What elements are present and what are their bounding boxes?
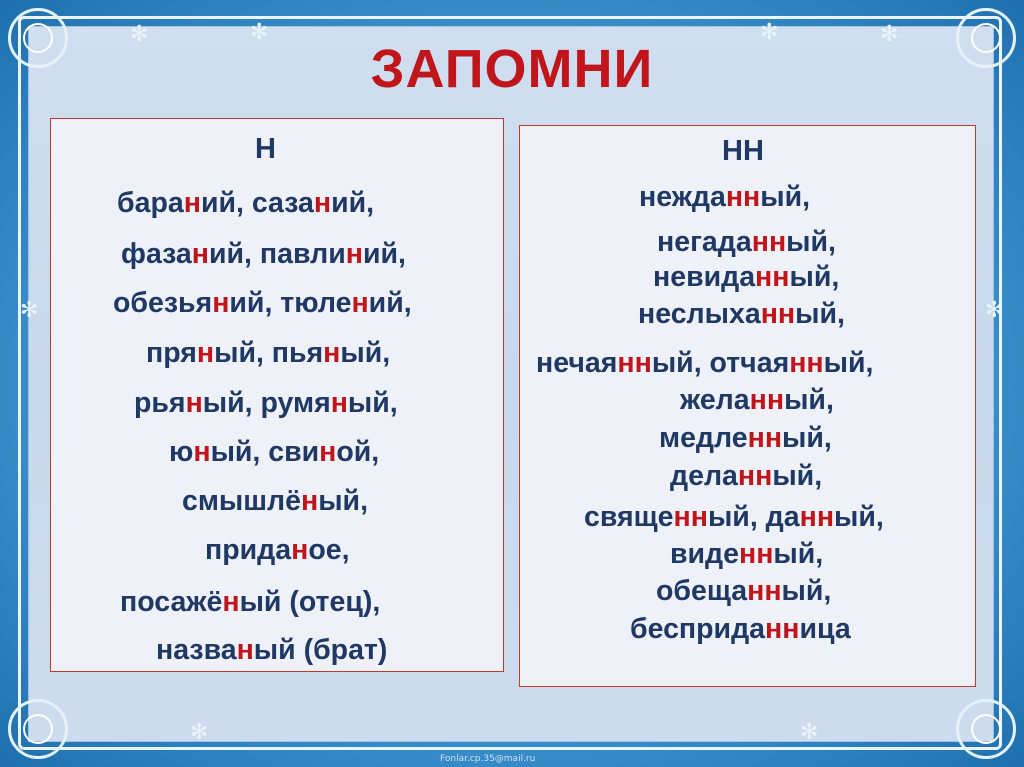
word-text: негада bbox=[657, 226, 752, 258]
snowflake-icon: ✻ bbox=[250, 20, 269, 45]
snowflake-icon: ✻ bbox=[985, 298, 1004, 323]
word-text: ий, bbox=[368, 287, 412, 319]
highlighted-letters: нн bbox=[747, 575, 782, 607]
word-text: ий, bbox=[362, 238, 406, 270]
word-text: ый, bbox=[795, 298, 845, 330]
highlighted-letters: нн bbox=[760, 298, 796, 330]
highlighted-letters: нн bbox=[737, 460, 773, 492]
highlighted-letters: нн bbox=[751, 226, 787, 258]
highlighted-letters: нн bbox=[755, 261, 790, 293]
word-text: ый, bbox=[823, 347, 874, 379]
word-text: нечая bbox=[536, 347, 618, 379]
corner-ornament-icon bbox=[956, 699, 1016, 759]
word-line bbox=[659, 422, 832, 455]
word-text: ый, bbox=[772, 460, 823, 492]
highlighted-letters: нн bbox=[789, 347, 824, 379]
word-text: свяще bbox=[584, 501, 674, 533]
highlighted-letters: н bbox=[196, 337, 215, 369]
highlighted-letters: н bbox=[330, 387, 348, 419]
word-line bbox=[639, 181, 810, 214]
word-line bbox=[584, 501, 884, 534]
word-text: фаза bbox=[121, 238, 192, 270]
word-text: ое, bbox=[308, 534, 350, 566]
highlighted-letters: нн bbox=[617, 347, 652, 379]
highlighted-letters: н bbox=[222, 586, 240, 618]
word-text: бесприда bbox=[630, 613, 766, 645]
corner-ornament-icon bbox=[8, 699, 68, 759]
footer-credit: Fonlar.cp.35@mail.ru bbox=[440, 754, 536, 764]
word-text: смышлё bbox=[182, 485, 301, 517]
word-text: рья bbox=[134, 387, 186, 419]
word-line bbox=[670, 538, 823, 571]
word-text: ый, отчая bbox=[651, 347, 790, 379]
highlighted-letters: нн bbox=[747, 422, 783, 454]
snowflake-icon: ✻ bbox=[800, 720, 819, 745]
highlighted-letters: нн bbox=[725, 181, 761, 213]
word-line bbox=[121, 238, 406, 271]
word-text: ий, саза bbox=[200, 187, 314, 219]
highlighted-letters: нн bbox=[765, 613, 800, 645]
word-line bbox=[657, 226, 836, 259]
word-text: ый, bbox=[834, 501, 884, 533]
word-text: дела bbox=[670, 460, 738, 492]
word-line bbox=[653, 261, 839, 294]
word-text: ый, bbox=[786, 226, 836, 258]
word-text: ый, пья bbox=[214, 337, 324, 369]
word-text: ый, сви bbox=[210, 436, 320, 468]
highlighted-letters: нн bbox=[738, 538, 774, 570]
word-text: ый (отец), bbox=[239, 586, 381, 618]
highlighted-letters: н bbox=[323, 337, 341, 369]
highlighted-letters: нн bbox=[673, 501, 708, 533]
word-text: неслыха bbox=[638, 298, 761, 330]
word-line bbox=[680, 384, 834, 417]
snowflake-icon: ✻ bbox=[20, 298, 39, 323]
word-text: бара bbox=[117, 187, 184, 219]
word-text: ый, bbox=[773, 538, 824, 570]
word-line bbox=[156, 634, 387, 667]
word-text: обеща bbox=[656, 575, 748, 607]
word-text: ий, bbox=[331, 187, 375, 219]
word-line bbox=[113, 287, 412, 320]
word-line bbox=[120, 586, 380, 619]
word-line bbox=[146, 337, 390, 370]
word-line bbox=[169, 436, 379, 469]
highlighted-letters: н bbox=[300, 485, 319, 517]
snowflake-icon: ✻ bbox=[760, 20, 779, 45]
word-text: ый, bbox=[760, 181, 811, 213]
word-text: прида bbox=[205, 534, 292, 566]
word-text: посажё bbox=[120, 586, 223, 618]
snowflake-icon: ✻ bbox=[880, 22, 899, 47]
highlighted-letters: нн bbox=[749, 384, 785, 416]
word-text: ый, bbox=[789, 261, 840, 293]
word-text: ый, bbox=[347, 387, 398, 419]
word-text: обезья bbox=[113, 287, 213, 319]
word-text: ый, да bbox=[707, 501, 800, 533]
word-text: ый, bbox=[784, 384, 834, 416]
snowflake-icon: ✻ bbox=[190, 720, 209, 745]
highlighted-letters: н bbox=[193, 436, 211, 468]
word-text: виде bbox=[670, 538, 739, 570]
word-text: невида bbox=[653, 261, 756, 293]
word-text: ый, bbox=[340, 337, 391, 369]
highlighted-letters: н bbox=[319, 436, 337, 468]
word-line bbox=[205, 534, 350, 567]
word-text: ица bbox=[799, 613, 851, 645]
word-text: ый, bbox=[782, 422, 832, 454]
word-text: пря bbox=[146, 337, 197, 369]
highlighted-letters: н bbox=[212, 287, 230, 319]
highlighted-letters: н bbox=[191, 238, 209, 270]
word-text: ый, bbox=[318, 485, 368, 517]
word-text: ой, bbox=[336, 436, 380, 468]
highlighted-letters: н bbox=[345, 238, 363, 270]
word-line bbox=[134, 387, 398, 420]
word-line bbox=[656, 575, 831, 608]
word-line bbox=[630, 613, 851, 646]
snowflake-icon: ✻ bbox=[130, 22, 149, 47]
word-text: ий, павли bbox=[209, 238, 346, 270]
highlighted-letters: н bbox=[291, 534, 309, 566]
highlighted-letters: н bbox=[351, 287, 369, 319]
word-text: жела bbox=[680, 384, 750, 416]
highlighted-letters: н bbox=[236, 634, 254, 666]
word-line bbox=[117, 187, 374, 220]
word-text: назва bbox=[156, 634, 237, 666]
double-n-box bbox=[519, 125, 976, 687]
word-line bbox=[638, 298, 845, 331]
word-line bbox=[536, 347, 873, 380]
word-text: медле bbox=[659, 422, 748, 454]
word-text: ый, румя bbox=[202, 387, 331, 419]
word-text: ый (брат) bbox=[253, 634, 388, 666]
highlighted-letters: нн bbox=[799, 501, 835, 533]
page-title: ЗАПОМНИ bbox=[370, 39, 654, 99]
word-line bbox=[182, 485, 368, 518]
word-text: ый, bbox=[781, 575, 832, 607]
word-line bbox=[670, 460, 822, 493]
highlighted-letters: н bbox=[185, 387, 203, 419]
highlighted-letters: н bbox=[183, 187, 201, 219]
word-text: ю bbox=[169, 436, 194, 468]
single-n-box bbox=[50, 118, 504, 672]
word-text: нежда bbox=[639, 181, 726, 213]
single-n-header: Н bbox=[255, 133, 276, 165]
highlighted-letters: н bbox=[313, 187, 332, 219]
word-text: ий, тюле bbox=[229, 287, 352, 319]
double-n-header: НН bbox=[722, 135, 764, 167]
